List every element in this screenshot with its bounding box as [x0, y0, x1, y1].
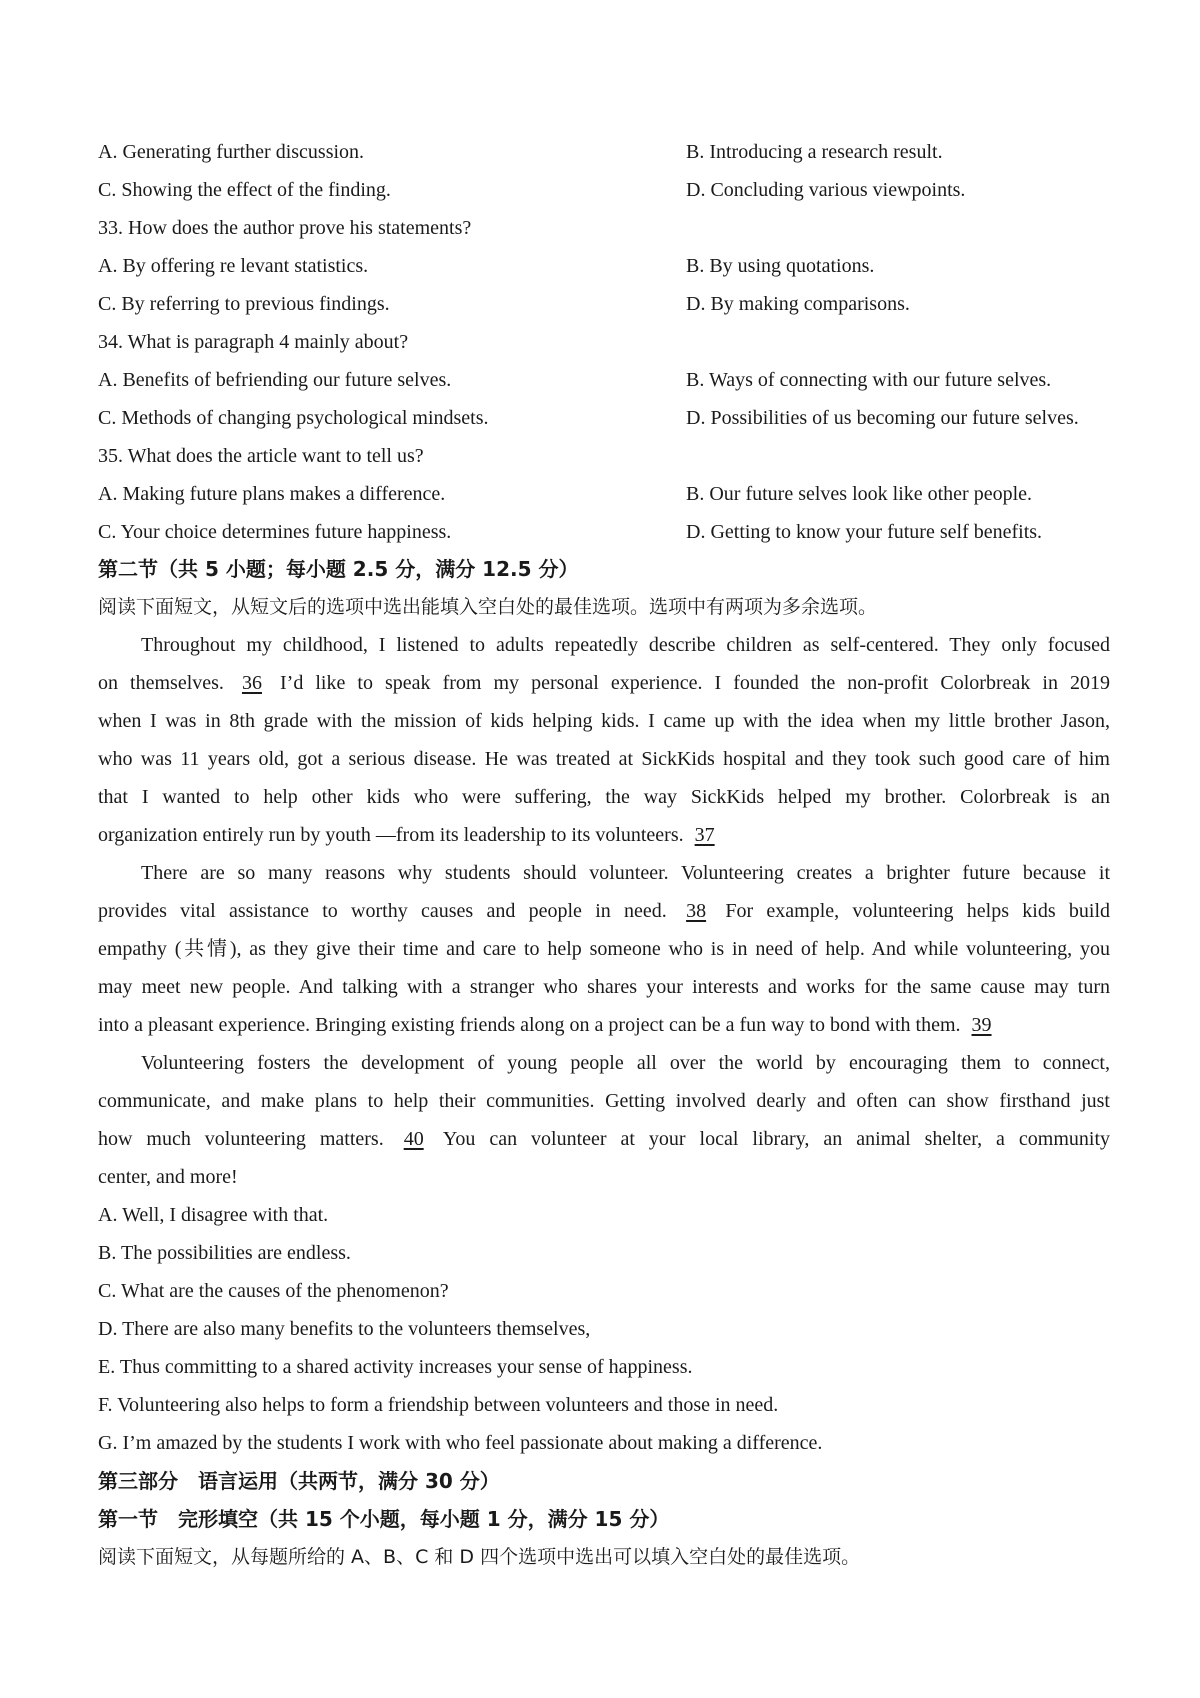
- q34-option-a: A. Benefits of befriending our future selves.: [98, 369, 452, 391]
- q32-options-row-1: [98, 139, 1110, 165]
- q35-option-d: D. Getting to know your future self benefits.: [686, 521, 1043, 543]
- q35-options-row-1: [98, 481, 1110, 507]
- q32-option-c: C. Showing the effect of the finding.: [98, 179, 391, 201]
- passage-p2-line-4: may meet new people. And talking with a stranger who shares your interests and works for the same cause may turn: [98, 976, 1110, 998]
- option-b: B. The possibilities are endless.: [98, 1242, 351, 1264]
- passage-text: organization entirely run by youth —from its leadership to its volunteers.: [98, 824, 684, 846]
- section2-heading: 第二节（共 5 小题；每小题 2.5 分，满分 12.5 分）: [98, 557, 579, 581]
- passage-text: on themselves.: [98, 672, 224, 694]
- passage-text: how much volunteering matters.: [98, 1128, 384, 1150]
- q33-option-b: B. By using quotations.: [686, 255, 875, 277]
- section2-instruction: 阅读下面短文，从短文后的选项中选出能填入空白处的最佳选项。选项中有两项为多余选项。: [98, 596, 878, 618]
- option-e: E. Thus committing to a shared activity increases your sense of happiness.: [98, 1356, 693, 1378]
- passage-p1-line-5: that I wanted to help other kids who were suffering, the way SickKids helped my brother. Colorbreak is an: [98, 786, 1110, 808]
- passage-p1-line-1: Throughout my childhood, I listened to adults repeatedly describe children as self-centered. They only focused: [141, 634, 1110, 656]
- passage-p3-line-1: Volunteering fosters the development of young people all over the world by encouraging them to connect,: [141, 1052, 1110, 1074]
- passage-p1-line-4: who was 11 years old, got a serious disease. He was treated at SickKids hospital and they took such good care of him: [98, 748, 1110, 770]
- q34-option-c: C. Methods of changing psychological mindsets.: [98, 407, 489, 429]
- option-a: A. Well, I disagree with that.: [98, 1204, 329, 1226]
- passage-text: I’d like to speak from my personal experience. I founded the non-profit Colorbreak in 2019: [280, 672, 1111, 694]
- blank-37: 37: [694, 824, 715, 846]
- blank-38: 38: [686, 900, 707, 922]
- blank-40: 40: [403, 1128, 424, 1150]
- passage-p2-line-1: There are so many reasons why students should volunteer. Volunteering creates a brighter future because it: [141, 862, 1110, 884]
- passage-p2-line-5: [98, 1012, 1110, 1038]
- passage-text: provides vital assistance to worthy causes and people in need.: [98, 900, 667, 922]
- q34-options-row-1: [98, 367, 1110, 393]
- q33-option-c: C. By referring to previous findings.: [98, 293, 390, 315]
- q33-options-row-2: [98, 291, 1110, 317]
- passage-text: You can volunteer at your local library, an animal shelter, a community: [442, 1128, 1110, 1150]
- passage-text: into a pleasant experience. Bringing existing friends along on a project can be a fun way to bond with them.: [98, 1014, 961, 1036]
- q35-stem: 35. What does the article want to tell us?: [98, 445, 424, 467]
- passage-p3-line-2: communicate, and make plans to help their communities. Getting involved dearly and often can show firsthand just: [98, 1090, 1110, 1112]
- q35-options-row-2: [98, 519, 1110, 545]
- option-g: G. I’m amazed by the students I work with who feel passionate about making a difference.: [98, 1432, 823, 1454]
- q32-option-a: A. Generating further discussion.: [98, 141, 365, 163]
- q34-option-d: D. Possibilities of us becoming our future selves.: [686, 407, 1079, 429]
- passage-p3-line-4: center, and more!: [98, 1166, 238, 1188]
- q34-option-b: B. Ways of connecting with our future selves.: [686, 369, 1052, 391]
- q32-options-row-2: [98, 177, 1110, 203]
- passage-p3-line-3: [98, 1126, 1110, 1152]
- q33-stem: 33. How does the author prove his statements?: [98, 217, 472, 239]
- blank-36: 36: [241, 672, 262, 694]
- passage-p2-line-3: empathy (共情), as they give their time and care to help someone who is in need of help. And while volunteering, you: [98, 938, 1110, 960]
- q33-option-d: D. By making comparisons.: [686, 293, 910, 315]
- passage-p1-line-2: [98, 670, 1110, 696]
- q32-option-b: B. Introducing a research result.: [686, 141, 943, 163]
- part3-section1-heading: 第一节 完形填空（共 15 个小题，每小题 1 分，满分 15 分）: [98, 1507, 670, 1531]
- part3-instruction: 阅读下面短文，从每题所给的 A、B、C 和 D 四个选项中选出可以填入空白处的最佳选项。: [98, 1546, 861, 1568]
- part3-heading: 第三部分 语言运用（共两节，满分 30 分）: [98, 1469, 500, 1493]
- q35-option-a: A. Making future plans makes a difference.: [98, 483, 446, 505]
- passage-p1-line-3: when I was in 8th grade with the mission of kids helping kids. I came up with the idea when my little brother Jason,: [98, 710, 1110, 732]
- blank-39: 39: [971, 1014, 992, 1036]
- q32-option-d: D. Concluding various viewpoints.: [686, 179, 966, 201]
- option-d: D. There are also many benefits to the volunteers themselves,: [98, 1318, 591, 1340]
- q34-options-row-2: [98, 405, 1110, 431]
- q33-options-row-1: [98, 253, 1110, 279]
- passage-text: For example, volunteering helps kids build: [725, 900, 1111, 922]
- option-f: F. Volunteering also helps to form a friendship between volunteers and those in need.: [98, 1394, 779, 1416]
- passage-p2-line-2: [98, 898, 1110, 924]
- option-c: C. What are the causes of the phenomenon?: [98, 1280, 449, 1302]
- passage-p1-line-6: [98, 822, 1110, 848]
- q34-stem: 34. What is paragraph 4 mainly about?: [98, 331, 409, 353]
- q35-option-c: C. Your choice determines future happiness.: [98, 521, 452, 543]
- q35-option-b: B. Our future selves look like other people.: [686, 483, 1033, 505]
- q33-option-a: A. By offering re levant statistics.: [98, 255, 369, 277]
